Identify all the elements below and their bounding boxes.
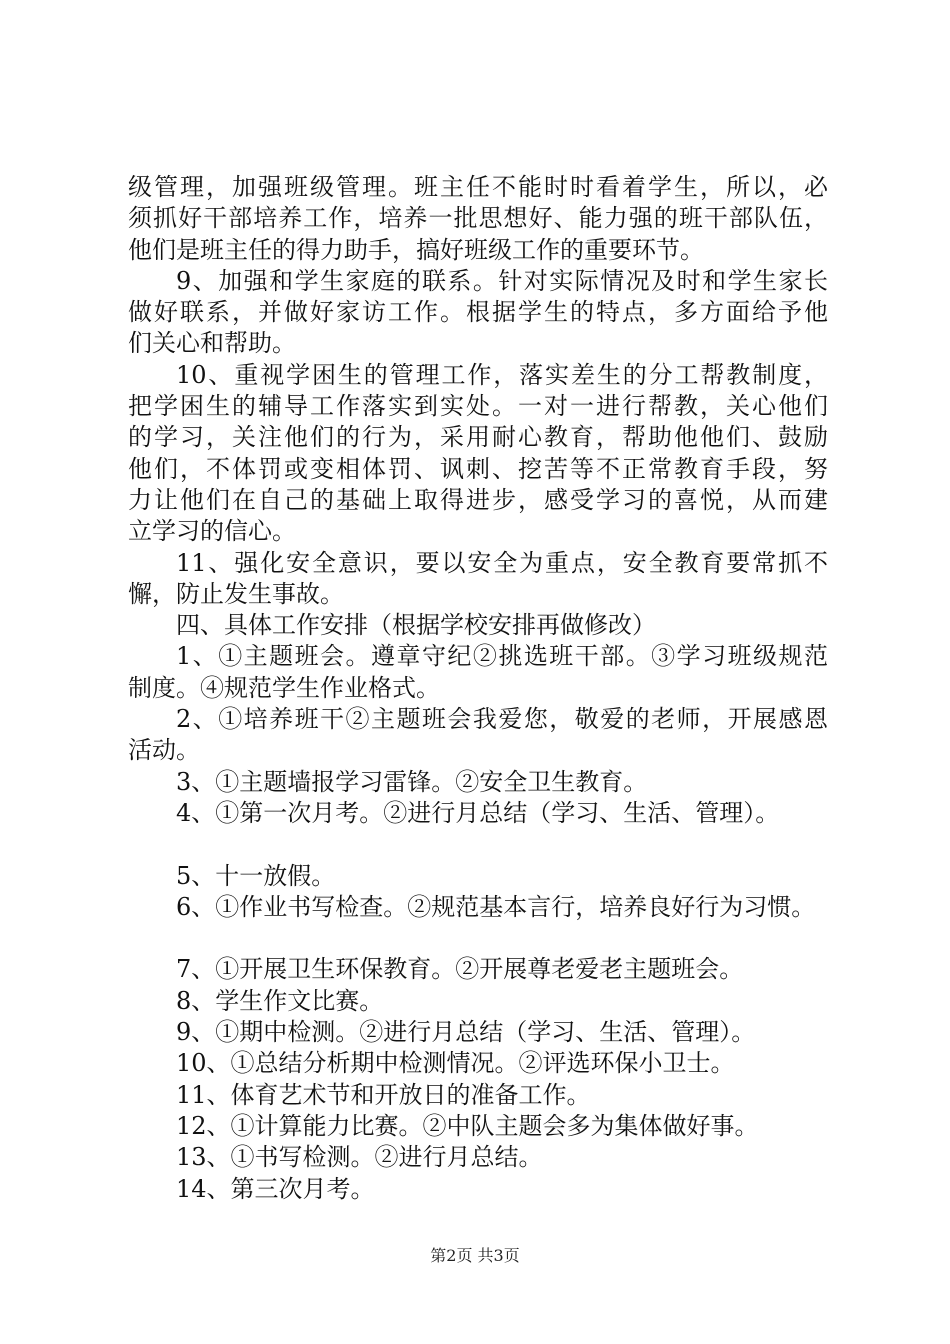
text-line: 们关心和帮助。 xyxy=(128,329,296,358)
page-number-footer: 第2页 共3页 xyxy=(430,1246,520,1265)
text-line: 7、①开展卫生环保教育。②开展尊老爱老主题班会。 xyxy=(176,955,744,984)
text-line: 9、加强和学生家庭的联系。针对实际情况及时和学生家长 xyxy=(176,266,828,295)
blank-line xyxy=(128,829,828,860)
document-body xyxy=(128,172,828,1205)
text-line: 做好联系，并做好家访工作。根据学生的特点，多方面给予他 xyxy=(128,298,828,327)
text-line: 14、第三次月考。 xyxy=(176,1174,375,1203)
text-line: 的学习，关注他们的行为，采用耐心教育，帮助他他们、鼓励 xyxy=(128,423,828,452)
text-line: 10、①总结分析期中检测情况。②评选环保小卫士。 xyxy=(176,1049,735,1078)
blank-line xyxy=(128,923,828,954)
text-line: 12、①计算能力比赛。②中队主题会多为集体做好事。 xyxy=(176,1111,759,1140)
text-line: 9、①期中检测。②进行月总结（学习、生活、管理）。 xyxy=(176,1018,756,1047)
text-line: 10、重视学困生的管理工作，落实差生的分工帮教制度， xyxy=(176,360,828,389)
text-line: 立学习的信心。 xyxy=(128,517,296,546)
section-heading: 四、具体工作安排（根据学校安排再做修改） xyxy=(176,611,656,640)
text-line: 他们是班主任的得力助手，搞好班级工作的重要环节。 xyxy=(128,235,704,264)
text-line: 级管理，加强班级管理。班主任不能时时看着学生，所以，必 xyxy=(128,173,828,201)
text-line: 懈，防止发生事故。 xyxy=(128,579,344,608)
text-line: 8、学生作文比赛。 xyxy=(176,986,384,1015)
text-line: 把学困生的辅导工作落实到实处。一对一进行帮教，关心他们 xyxy=(128,392,828,421)
text-line: 6、①作业书写检查。②规范基本言行，培养良好行为习惯。 xyxy=(176,892,816,921)
text-line: 活动。 xyxy=(128,736,200,765)
text-line: 11、强化安全意识，要以安全为重点，安全教育要常抓不 xyxy=(176,548,828,577)
text-line: 1、①主题班会。遵章守纪②挑选班干部。③学习班级规范 xyxy=(176,642,828,671)
text-line: 他们，不体罚或变相体罚、讽刺、挖苦等不正常教育手段，努 xyxy=(128,454,828,483)
text-line: 须抓好干部培养工作，培养一批思想好、能力强的班干部队伍， xyxy=(128,204,828,233)
text-line: 11、体育艺术节和开放日的准备工作。 xyxy=(176,1080,591,1109)
text-line: 3、①主题墙报学习雷锋。②安全卫生教育。 xyxy=(176,767,648,796)
text-line: 5、十一放假。 xyxy=(176,861,336,890)
text-line: 4、①第一次月考。②进行月总结（学习、生活、管理）。 xyxy=(176,798,780,827)
text-line: 13、①书写检测。②进行月总结。 xyxy=(176,1143,543,1172)
text-line: 制度。④规范学生作业格式。 xyxy=(128,673,440,702)
text-line: 力让他们在自己的基础上取得进步，感受学习的喜悦，从而建 xyxy=(128,485,828,514)
text-line: 2、①培养班干②主题班会我爱您，敬爱的老师，开展感恩 xyxy=(176,705,828,734)
